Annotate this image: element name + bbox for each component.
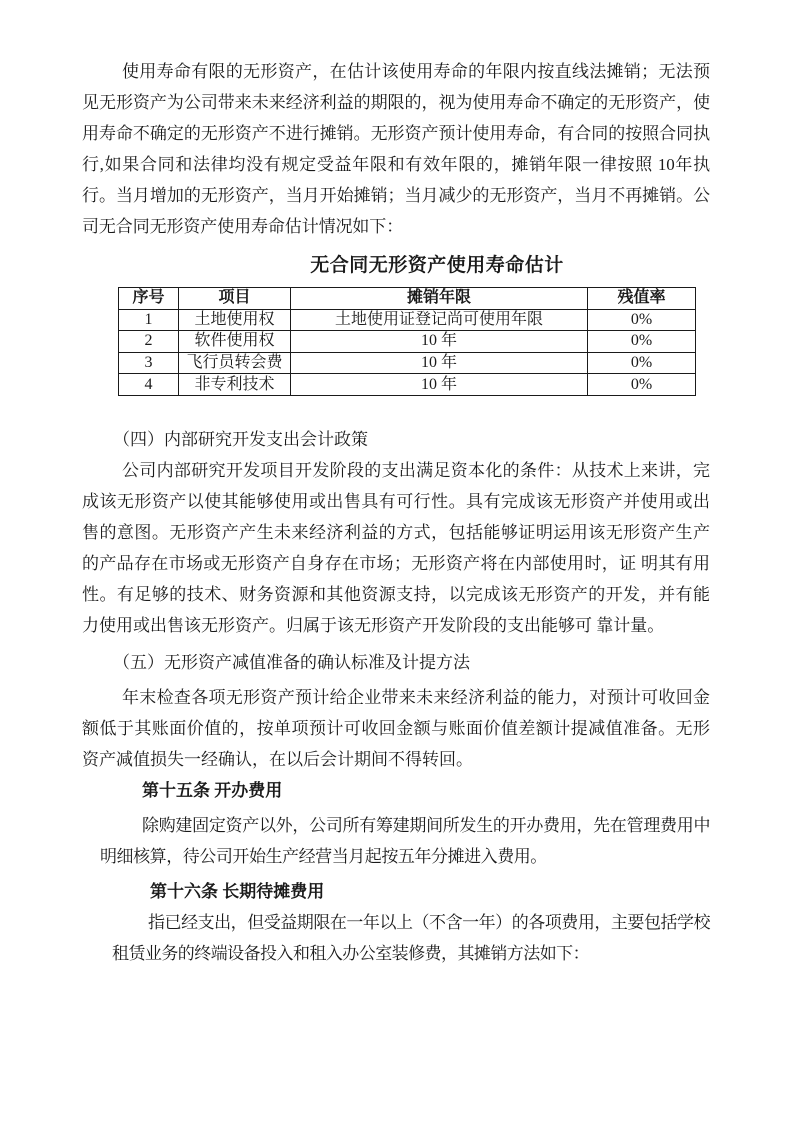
amortization-table [118,287,696,396]
cell-residual-rate: 0% [588,309,696,331]
cell-amortization-years: 10 年 [291,374,588,396]
cell-residual-rate: 0% [588,352,696,374]
cell-seq: 3 [119,352,179,374]
article-16-heading: 第十六条 长期待摊费用 [150,881,325,901]
cell-item: 土地使用权 [179,309,291,331]
cell-item: 飞行员转会费 [179,352,291,374]
cell-amortization-years: 10 年 [291,352,588,374]
paragraph-impairment-provision: 年末检查各项无形资产预计给企业带来未来经济利益的能力，对预计可收回金额低于其账面价值的，按单项预计可收回金额与账面价值差额计提减值准备。无形资产减值损失一经确认，在以后会计期间不得转回。 [82,687,710,769]
table-row [119,352,696,374]
col-header-residual-rate: 残值率 [588,288,696,310]
article-15-heading: 第十五条 开办费用 [142,780,283,800]
cell-seq: 2 [119,331,179,353]
paragraph-rd-capitalization: 公司内部研究开发项目开发阶段的支出满足资本化的条件：从技术上来讲，完成该无形资产以使其能够使用或出售具有可行性。具有完成该无形资产并使用或出售的意图。无形资产产生未来经济利益的方式，包括能够证明运用该无形资产生产的产品存在市场或无形资产自身存在市场；无形资产将在内部使用时，证 明其有用性。有足够的技术、财务资源和其他资源支持，以完成该无形资产的开发，并有能力使用或出售该无形资产。归属于该无形资产开发阶段的支出能够可 靠计量。 [82,460,710,635]
cell-amortization-years: 10 年 [291,331,588,353]
cell-amortization-years: 土地使用证登记尚可使用年限 [291,309,588,331]
cell-residual-rate: 0% [588,331,696,353]
table-row [119,374,696,396]
paragraph-longterm-deferred-expenses: 指已经支出，但受益期限在一年以上（不含一年）的各项费用，主要包括学校租赁业务的终端设备投入和租入办公室装修费，其摊销方法如下： [112,912,710,963]
col-header-amortization-years: 摊销年限 [291,288,588,310]
table-header-row [119,288,696,310]
col-header-seq: 序号 [119,288,179,310]
table-row [119,309,696,331]
cell-seq: 4 [119,374,179,396]
table-title: 无合同无形资产使用寿命估计 [310,255,564,276]
cell-seq: 1 [119,309,179,331]
table-row [119,331,696,353]
cell-residual-rate: 0% [588,374,696,396]
section-heading-impairment: （五）无形资产减值准备的确认标准及计提方法 [113,652,470,672]
section-heading-rd-policy: （四）内部研究开发支出会计政策 [113,429,368,449]
paragraph-startup-costs: 除购建固定资产以外，公司所有筹建期间所发生的开办费用，先在管理费用中明细核算，待公司开始生产经营当月起按五年分摊进入费用。 [100,815,710,866]
paragraph-intangible-amortization: 使用寿命有限的无形资产，在估计该使用寿命的年限内按直线法摊销；无法预见无形资产为公司带来未来经济利益的期限的，视为使用寿命不确定的无形资产，使用寿命不确定的无形资产不进行摊销。无形资产预计使用寿命，有合同的按照合同执行,如果合同和法律均没有规定受益年限和有效年限的，摊销年限一律按照 10年执行。当月增加的无形资产，当月开始摊销；当月减少的无形资产，当月不再摊销。公司无合同无形资产使用寿命估计情况如下： [82,62,710,236]
col-header-item: 项目 [179,288,291,310]
document-content [82,56,710,969]
cell-item: 软件使用权 [179,331,291,353]
cell-item: 非专利技术 [179,374,291,396]
